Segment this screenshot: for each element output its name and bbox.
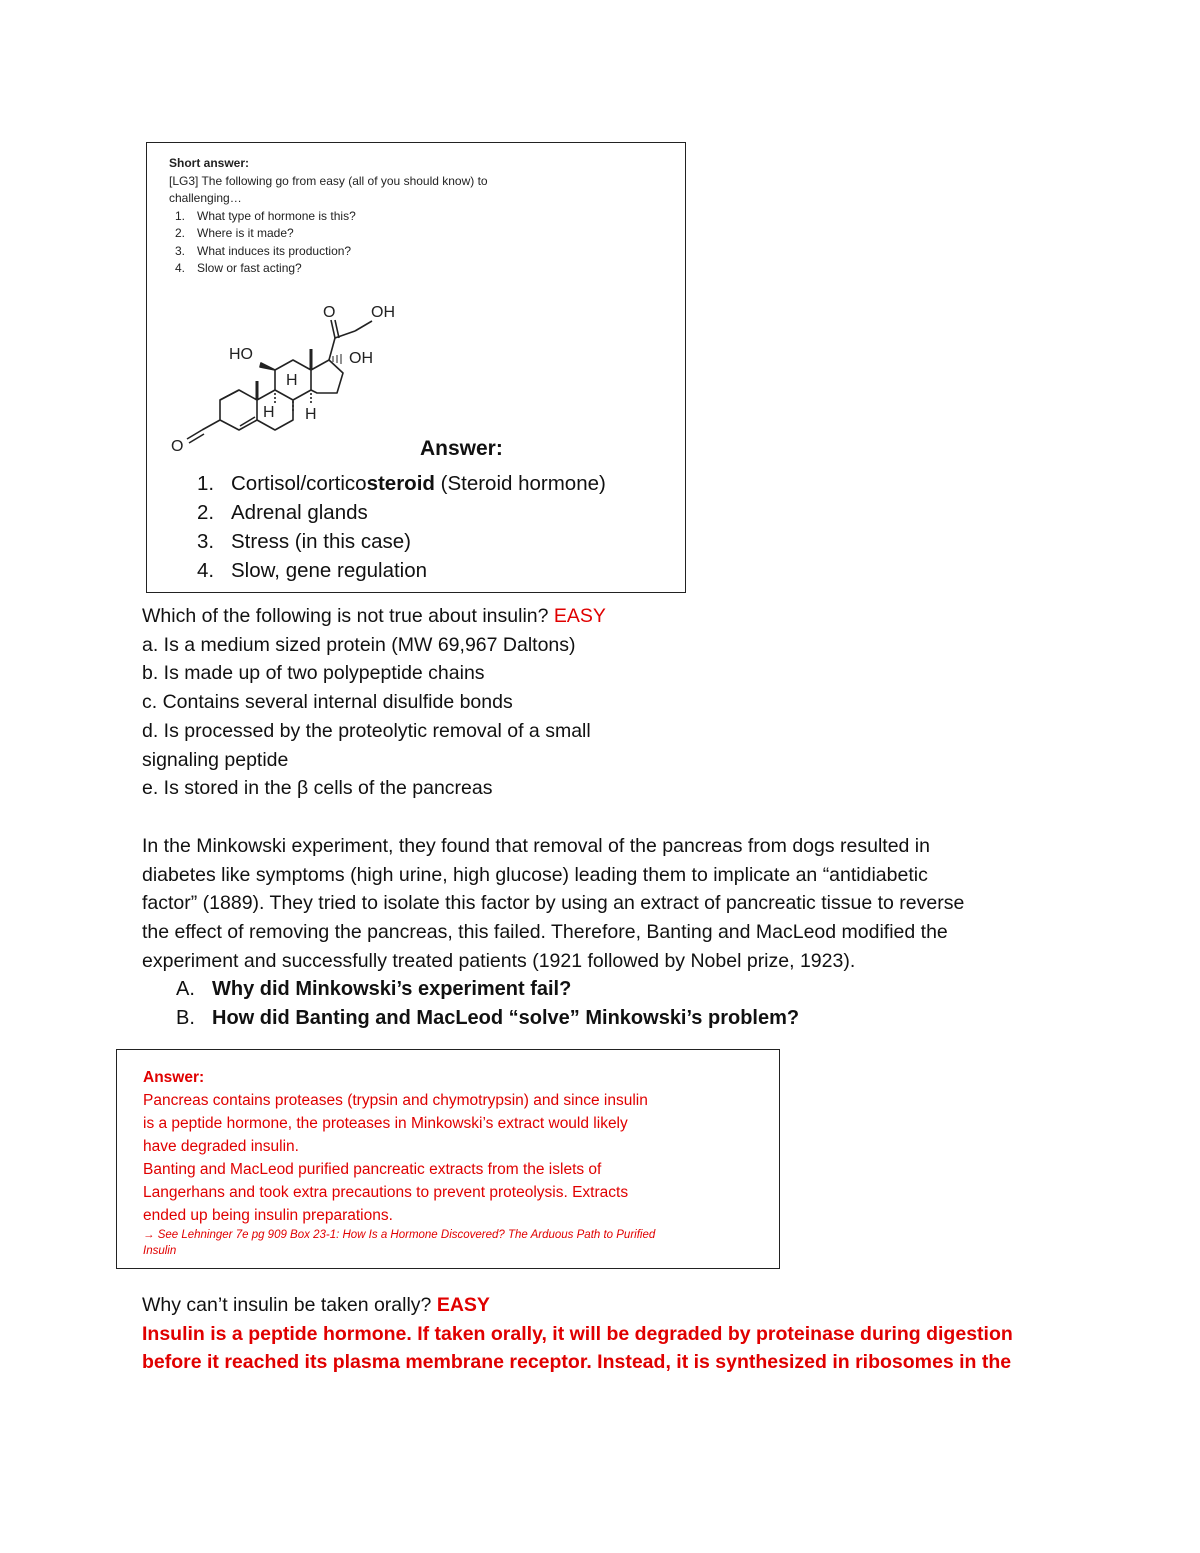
answer-heading: Answer: [143,1069,205,1086]
answer-line: ended up being insulin preparations. [143,1207,393,1224]
list-item: 2. Adrenal glands [197,501,368,524]
label-h-1: H [286,372,298,389]
insulin-question-stem: Which of the following is not true about insulin? EASY [142,605,606,627]
list-item: 1. Cortisol/corticosteroid (Steroid hormone) [197,472,606,495]
minkowski-answer [143,1066,763,1259]
option-d: d. Is processed by the proteolytic removal of a small [142,719,591,742]
option-d-continued: signaling peptide [142,748,289,771]
list-item: 4. Slow, gene regulation [197,559,428,582]
paragraph-line: the effect of removing the pancreas, this failed. Therefore, Banting and MacLeod modified the [142,921,948,944]
answer-line: Langerhans and took extra precautions to prevent proteolysis. Extracts [143,1184,629,1201]
list-item: 3. Stress (in this case) [197,530,411,553]
list-item: 2. Where is it made? [175,226,294,240]
answer-line: Banting and MacLeod purified pancreatic extracts from the islets of [143,1161,602,1178]
list-item: 4. Slow or fast acting? [175,261,302,275]
list-item: 3. What induces its production? [175,243,352,258]
oral-answer-line: before it reached its plasma membrane receptor. Instead, it is synthesized in ribosomes in the [142,1351,1012,1374]
option-e: e. Is stored in the β cells of the pancreas [142,777,493,800]
label-oh-side: OH [349,350,373,367]
short-answer-box [146,142,686,593]
label-h-3: H [305,406,317,423]
paragraph-line: diabetes like symptoms (high urine, high glucose) leading them to implicate an “antidiabetic [142,863,928,886]
answer-line: Pancreas contains proteases (trypsin and chymotrypsin) and since insulin [143,1092,648,1109]
short-answer-prompt [169,155,669,278]
subquestion-a: A. Why did Minkowski’s experiment fail? [176,978,572,1000]
paragraph-line: factor” (1889). They tried to isolate this factor by using an extract of pancreatic tissue to reverse [142,892,965,915]
minkowski-paragraph [142,832,1162,976]
list-item: 1. What type of hormone is this? [175,208,356,223]
short-question-list [169,208,669,278]
oral-insulin-question [142,1291,1162,1377]
reference-line: Insulin [143,1245,177,1257]
minkowski-answer-box [116,1049,780,1269]
option-c: c. Contains several internal disulfide bonds [142,691,513,714]
option-a: a. Is a medium sized protein (MW 69,967 Daltons) [142,633,576,656]
subquestion-b: B. How did Banting and MacLeod “solve” Minkowski’s problem? [176,1006,800,1029]
structure-answer-heading: Answer: [420,437,503,460]
intro-line-1: [LG3] The following go from easy (all of you should know) to [169,173,488,188]
label-o-top: O [323,304,336,321]
answer-line: have degraded insulin. [143,1138,299,1155]
option-b: b. Is made up of two polypeptide chains [142,662,485,685]
paragraph-line: In the Minkowski experiment, they found that removal of the pancreas from dogs resulted in [142,835,930,857]
short-answer-heading: Short answer: [169,156,250,170]
cortisol-structure-diagram [167,293,427,453]
label-ho: HO [229,346,253,363]
oral-question-stem: Why can’t insulin be taken orally? EASY [142,1294,490,1316]
insulin-question [142,602,1042,803]
paragraph-line: experiment and successfully treated patients (1921 followed by Nobel prize, 1923). [142,949,856,972]
label-o-left: O [171,438,184,453]
structure-answer-list [197,469,657,585]
answer-line: is a peptide hormone, the proteases in Minkowski’s extract would likely [143,1115,628,1132]
label-oh-top: OH [371,304,395,321]
oral-answer-line: Insulin is a peptide hormone. If taken orally, it will be degraded by proteinase during digestion [142,1322,1013,1345]
minkowski-subquestions [176,975,1076,1032]
intro-line-2: challenging… [169,191,242,205]
label-h-2: H [263,404,275,421]
difficulty-badge: EASY [553,605,606,627]
reference-line: → See Lehninger 7e pg 909 Box 23-1: How Is a Hormone Discovered? The Arduous Path to Purified [143,1229,656,1241]
difficulty-badge: EASY [436,1294,490,1316]
